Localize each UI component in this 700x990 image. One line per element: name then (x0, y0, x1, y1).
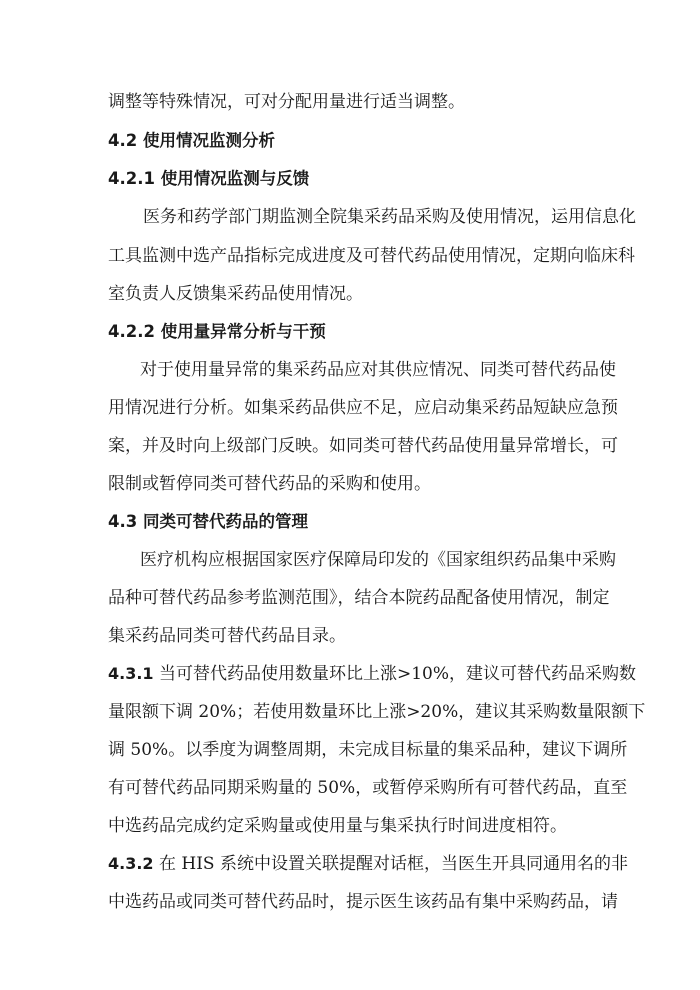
clause-number: 4.3.1 (108, 664, 154, 683)
paragraph-line: 限制或暂停同类可替代药品的采购和使用。 (108, 474, 431, 494)
clause-text: 当可替代药品使用数量环比上涨>10%，建议可替代药品采购数 (153, 664, 636, 684)
section-heading-4-2-1: 4.2.1 使用情况监测与反馈 (108, 169, 310, 188)
paragraph-line: 集采药品同类可替代药品目录。 (108, 626, 346, 646)
section-heading-4-2-2: 4.2.2 使用量异常分析与干预 (108, 322, 326, 341)
clause-line-4-3-1 (108, 658, 636, 690)
clause-line-4-3-2 (108, 848, 628, 880)
clause-number: 4.3.2 (108, 854, 154, 873)
paragraph-line: 调 50%。以季度为调整周期，未完成目标量的集采品种，建议下调所 (108, 740, 628, 760)
section-heading-4-2: 4.2 使用情况监测分析 (108, 131, 275, 150)
paragraph-line: 量限额下调 20%；若使用数量环比上涨>20%，建议其采购数量限额下 (108, 702, 646, 722)
paragraph-line: 室负责人反馈集采药品使用情况。 (108, 284, 363, 304)
paragraph-line: 医疗机构应根据国家医疗保障局印发的《国家组织药品集中采购 (140, 550, 616, 570)
paragraph-line: 品种可替代药品参考监测范围》，结合本院药品配备使用情况，制定 (108, 588, 610, 608)
section-heading-4-3: 4.3 同类可替代药品的管理 (108, 512, 308, 531)
paragraph-line: 中选药品或同类可替代药品时，提示医生该药品有集中采购药品，请 (108, 892, 618, 912)
paragraph-line: 对于使用量异常的集采药品应对其供应情况、同类可替代药品使 (140, 360, 616, 380)
clause-text: 在 HIS 系统中设置关联提醒对话框，当医生开具同通用名的非 (153, 854, 628, 874)
paragraph-line: 有可替代药品同期采购量的 50%，或暂停采购所有可替代药品，直至 (108, 778, 628, 798)
paragraph-line: 用情况进行分析。如集采药品供应不足，应启动集采药品短缺应急预 (108, 398, 618, 418)
paragraph-line: 调整等特殊情况，可对分配用量进行适当调整。 (108, 92, 465, 112)
paragraph-line: 案，并及时向上级部门反映。如同类可替代药品使用量异常增长，可 (108, 436, 618, 456)
paragraph-line: 中选药品完成约定采购量或使用量与集采执行时间进度相符。 (108, 816, 567, 836)
paragraph-line: 工具监测中选产品指标完成进度及可替代药品使用情况，定期向临床科 (108, 246, 635, 266)
paragraph-line: 医务和药学部门期监测全院集采药品采购及使用情况，运用信息化 (143, 207, 636, 227)
